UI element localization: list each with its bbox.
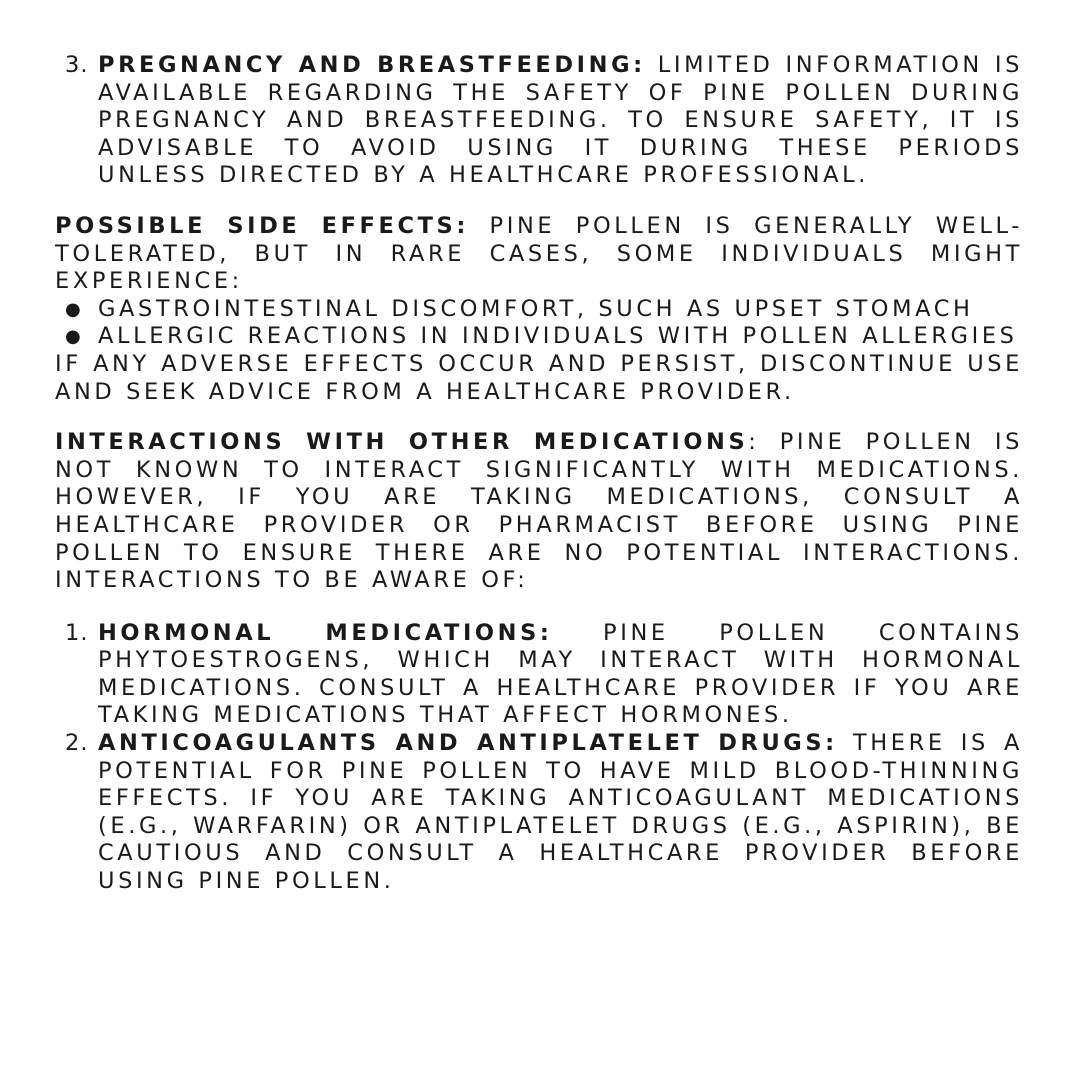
pregnancy-list	[55, 52, 1023, 190]
side-effect-text: ALLERGIC REACTIONS IN INDIVIDUALS WITH POLLEN ALLERGIES	[98, 323, 1018, 350]
bullet-icon: ●	[65, 326, 81, 348]
interactions-list	[55, 620, 1023, 896]
hormonal-text: PINE POLLEN CONTAINS PHYTOESTROGENS, WHICH MAY INTERACT WITH HORMONAL MEDICATIONS. CONSULT A HEALTHCARE PROVIDER IF YOU ARE TAKING MEDICATIONS THAT AFFECT HORMONES.	[98, 619, 1024, 729]
list-item-hormonal	[55, 620, 1023, 730]
pregnancy-heading: PREGNANCY AND BREASTFEEDING:	[98, 52, 646, 78]
list-item	[55, 323, 1023, 351]
bullet-icon: ●	[65, 298, 81, 320]
list-number: 1.	[65, 619, 89, 646]
interactions-paragraph	[55, 429, 1023, 595]
hormonal-heading: HORMONAL MEDICATIONS:	[98, 619, 553, 646]
side-effects-paragraph	[55, 213, 1023, 296]
side-effects-heading: POSSIBLE SIDE EFFECTS:	[55, 212, 469, 239]
interactions-text: : PINE POLLEN IS NOT KNOWN TO INTERACT SIGNIFICANTLY WITH MEDICATIONS. HOWEVER, IF YOU ARE TAKING MEDICATIONS, CONSULT A HEALTHCARE PROVIDER OR PHARMACIST BEFORE USING PINE POLLEN TO ENSURE THERE ARE NO POTENTIAL INTERACTIONS. INTERACTIONS TO BE AWARE OF:	[55, 429, 1023, 594]
side-effects-outro: IF ANY ADVERSE EFFECTS OCCUR AND PERSIST, DISCONTINUE USE AND SEEK ADVICE FROM A HEALTHCARE PROVIDER.	[55, 350, 1023, 405]
side-effect-text: GASTROINTESTINAL DISCOMFORT, SUCH AS UPSET STOMACH	[98, 295, 974, 322]
list-number: 3.	[65, 52, 89, 78]
list-item-pregnancy	[55, 52, 1023, 190]
side-effects-intro: PINE POLLEN IS GENERALLY WELL-TOLERATED, BUT IN RARE CASES, SOME INDIVIDUALS MIGHT EXPERIENCE:	[55, 212, 1023, 295]
list-number: 2.	[65, 730, 89, 757]
anticoagulants-heading: ANTICOAGULANTS AND ANTIPLATELET DRUGS:	[98, 730, 838, 757]
interactions-heading: INTERACTIONS WITH OTHER MEDICATIONS	[55, 429, 749, 456]
pregnancy-text: LIMITED INFORMATION IS AVAILABLE REGARDING THE SAFETY OF PINE POLLEN DURING PREGNANCY AND BREASTFEEDING. TO ENSURE SAFETY, IT IS ADVISABLE TO AVOID USING IT DURING THESE PERIODS UNLESS DIRECTED BY A HEALTHCARE PROFESSIONAL.	[98, 52, 1023, 189]
list-item	[55, 296, 1023, 324]
list-item-anticoagulants	[55, 730, 1023, 896]
anticoagulants-text: THERE IS A POTENTIAL FOR PINE POLLEN TO HAVE MILD BLOOD-THINNING EFFECTS. IF YOU ARE TAKING ANTICOAGULANT MEDICATIONS (E.G., WARFARIN) OR ANTIPLATELET DRUGS (E.G., ASPIRIN), BE CAUTIOUS AND CONSULT A HEALTHCARE PROVIDER BEFORE USING PINE POLLEN.	[98, 730, 1023, 895]
side-effects-list	[55, 296, 1023, 351]
document-body	[55, 52, 1023, 896]
